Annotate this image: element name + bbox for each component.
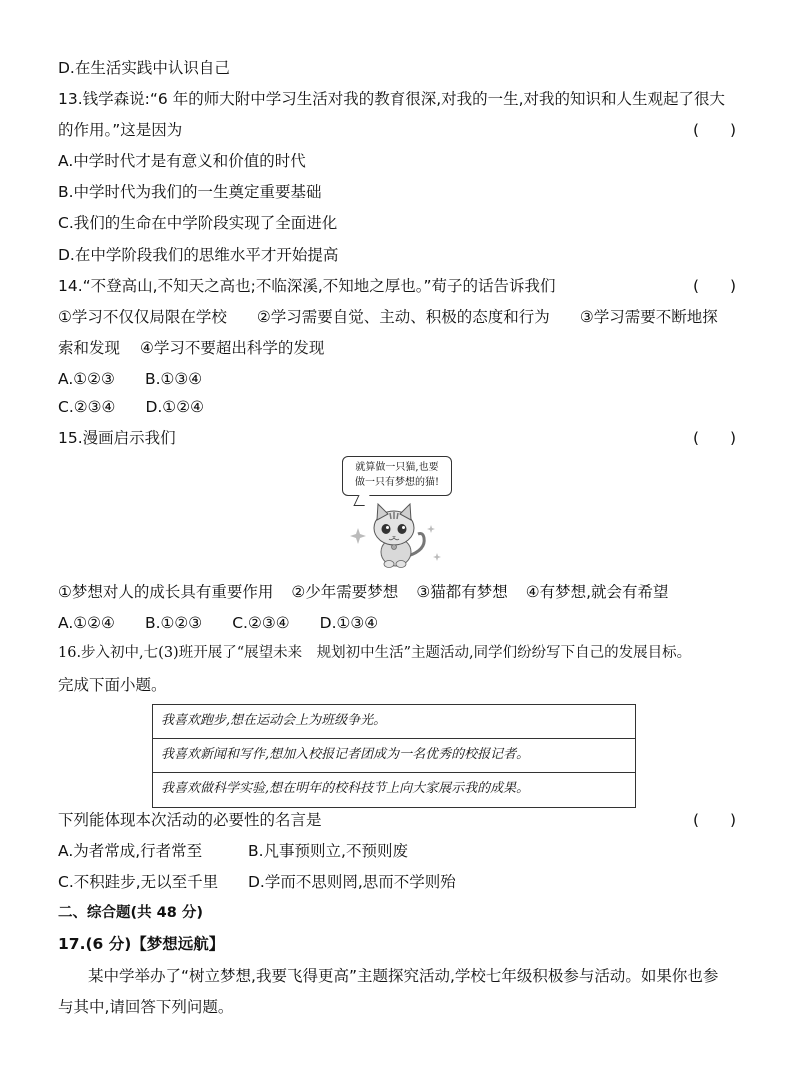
q15-stem: 15.漫画启示我们	[58, 429, 176, 447]
q16-option-a[interactable]: A.为者常成,行者常至	[58, 842, 203, 860]
q14-options-row1	[58, 369, 202, 389]
q15-option-d[interactable]: D.①③④	[319, 614, 379, 632]
section2-title: 二、综合题(共 48 分)	[58, 905, 204, 921]
speech-bubble	[342, 456, 452, 496]
bubble-text-line2: 做一只有梦想的猫!	[354, 477, 440, 488]
q16-intro-line2: 完成下面小题。	[58, 676, 167, 694]
q17-text-line1: 某中学举办了“树立梦想,我要飞得更高”主题探究活动,学校七年级积极参与活动。如果你也参	[88, 967, 719, 985]
q14-option-a[interactable]: A.①②③	[58, 370, 115, 388]
q15-option-c[interactable]: C.②③④	[232, 614, 290, 632]
goal-row-3: 我喜欢做科学实验,想在明年的校科技节上向大家展示我的成果。	[161, 781, 530, 796]
q15-option-a[interactable]: A.①②④	[58, 614, 115, 632]
q16-stem: 下列能体现本次活动的必要性的名言是	[58, 811, 322, 829]
q13-stem-line1: 13.钱学森说:“6 年的师大附中学习生活对我的教育很深,对我的一生,对我的知识和人生观起了很大	[58, 90, 726, 108]
q17-header: 17.(6 分)【梦想远航】	[58, 935, 225, 953]
q16-option-d[interactable]: D.学而不思则罔,思而不学则殆	[248, 873, 456, 891]
q15-option-b[interactable]: B.①②③	[144, 614, 203, 632]
q14-statements-line1	[58, 307, 718, 327]
q15-statement-3: ③猫都有梦想	[416, 583, 508, 601]
q14-options-row2	[58, 397, 204, 417]
q15-statement-4: ④有梦想,就会有希望	[525, 583, 669, 601]
goals-table	[152, 704, 636, 808]
q13-answer-paren[interactable]: ( )	[693, 121, 737, 139]
q12-option-d: D.在生活实践中认识自己	[58, 59, 230, 77]
q14-statement-4: ④学习不要超出科学的发现	[140, 339, 325, 357]
cat-icon	[338, 498, 460, 570]
q14-statement-3: ③学习需要不断地探	[579, 308, 718, 326]
q15-statement-1: ①梦想对人的成长具有重要作用	[58, 583, 274, 601]
q15-statement-2: ②少年需要梦想	[291, 583, 399, 601]
q14-answer-paren[interactable]: ( )	[693, 277, 737, 295]
q14-statement-2: ②学习需要自觉、主动、积极的态度和行为	[256, 308, 550, 326]
q16-intro-line1: 16.步入初中,七(3)班开展了“展望未来 规划初中生活”主题活动,同学们纷纷写下自己的发展目标。	[58, 645, 692, 661]
q16-option-b[interactable]: B.凡事预则立,不预则废	[248, 842, 408, 860]
cat-cartoon	[338, 452, 460, 570]
q17-text-line2: 与其中,请回答下列问题。	[58, 998, 234, 1016]
q13-stem-line2: 的作用。”这是因为	[58, 121, 183, 139]
q14-option-c[interactable]: C.②③④	[58, 398, 116, 416]
bubble-text-line1: 就算做一只猫,也要	[355, 462, 439, 473]
q16-options-row2	[58, 872, 456, 892]
q13-option-c[interactable]: C.我们的生命在中学阶段实现了全面进化	[58, 214, 338, 232]
q16-option-c[interactable]: C.不积跬步,无以至千里	[58, 873, 219, 891]
goal-row-2: 我喜欢新闻和写作,想加入校报记者团成为一名优秀的校报记者。	[153, 739, 635, 773]
q15-answer-paren[interactable]: ( )	[693, 429, 737, 447]
q13-option-b[interactable]: B.中学时代为我们的一生奠定重要基础	[58, 183, 322, 201]
q14-option-d[interactable]: D.①②④	[145, 398, 204, 416]
q16-options-row1	[58, 841, 408, 861]
q13-option-a[interactable]: A.中学时代才是有意义和价值的时代	[58, 152, 306, 170]
q14-statement-1: ①学习不仅仅局限在学校	[58, 308, 227, 326]
q15-statements	[58, 582, 669, 602]
q13-option-d[interactable]: D.在中学阶段我们的思维水平才开始提高	[58, 246, 339, 264]
q14-statements-line2	[58, 338, 324, 358]
q16-answer-paren[interactable]: ( )	[693, 811, 737, 829]
q14-stem: 14.“不登高山,不知天之高也;不临深溪,不知地之厚也。”荀子的话告诉我们	[58, 277, 556, 295]
q14-statement-3-cont: 索和发现	[58, 339, 121, 357]
q15-options	[58, 613, 378, 633]
goal-row-1: 我喜欢跑步,想在运动会上为班级争光。	[153, 705, 635, 739]
q14-option-b[interactable]: B.①③④	[144, 370, 203, 388]
